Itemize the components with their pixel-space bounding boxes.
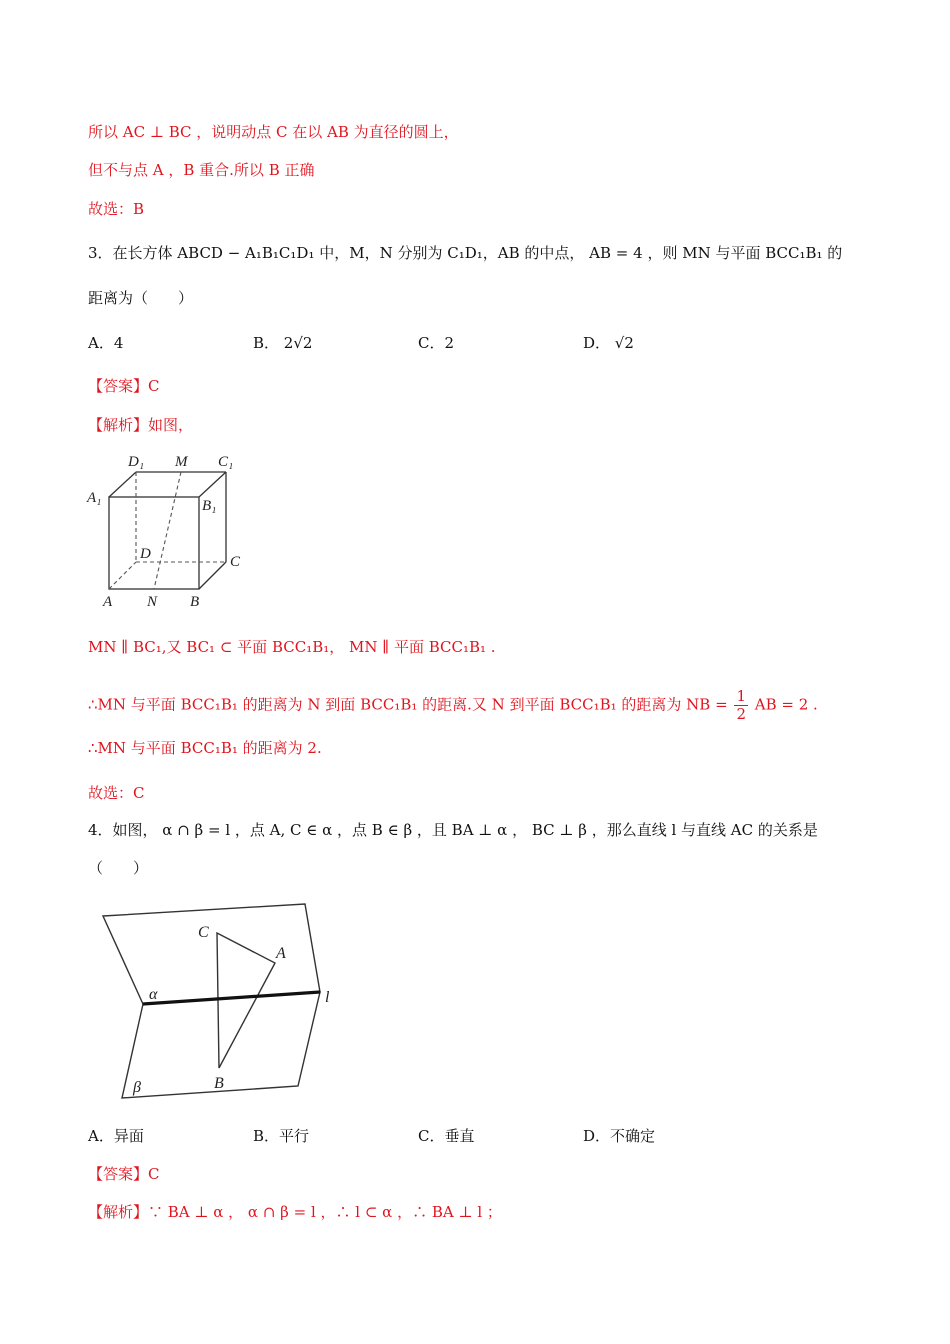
prev-line-1: 所以 AC ⊥ BC ，说明动点 C 在以 AB 为直径的圆上， bbox=[88, 123, 459, 141]
label-n: N bbox=[147, 594, 158, 610]
cuboid-figure bbox=[84, 450, 254, 615]
q3-answer: 【答案】C bbox=[88, 377, 160, 395]
q4-option-a: A．异面 bbox=[88, 1127, 144, 1145]
q4-stem-line-2: （ ） bbox=[88, 859, 149, 877]
planes-figure bbox=[95, 900, 355, 1105]
label-d1: D₁ bbox=[128, 454, 145, 470]
q3-option-b: B． 2√2 bbox=[253, 334, 313, 352]
q3-solution-line-1: MN ∥ BC₁,又 BC₁ ⊂ 平面 BCC₁B₁， MN ∥ 平面 BCC₁B₁ . bbox=[88, 638, 496, 656]
q3-stem-line-1: 3．在长方体 ABCD − A₁B₁C₁D₁ 中，M，N 分别为 C₁D₁，AB 的中点， AB = 4 ，则 MN 与平面 BCC₁B₁ 的 bbox=[88, 244, 843, 262]
label-a1: A₁ bbox=[87, 490, 102, 506]
label-c: C bbox=[230, 554, 241, 570]
q4-option-d: D．不确定 bbox=[583, 1127, 656, 1145]
fraction-numerator: 1 bbox=[736, 687, 746, 705]
line-l bbox=[143, 992, 320, 1004]
triangle-cab bbox=[217, 933, 275, 1068]
label-b: B bbox=[190, 594, 200, 610]
q3-solution-line-2 bbox=[88, 688, 818, 723]
fraction-one-half bbox=[734, 688, 748, 723]
label-c1: C₁ bbox=[218, 454, 234, 470]
q3-solution-line-3: ∴MN 与平面 BCC₁B₁ 的距离为 2. bbox=[88, 739, 322, 757]
q3-choice: 故选：C bbox=[88, 784, 145, 802]
label-a: A bbox=[276, 945, 286, 962]
label-l: l bbox=[325, 989, 330, 1006]
q3-option-d: D． √2 bbox=[583, 334, 634, 352]
cuboid-front-face bbox=[109, 497, 199, 589]
q4-stem-line-1: 4．如图， α ∩ β = l ，点 A, C ∈ α ，点 B ∈ β ，且 BA ⊥ α ， BC ⊥ β ，那么直线 l 与直线 AC 的关系是 bbox=[88, 821, 818, 839]
q3-solution-line-2-text: ∴MN 与平面 BCC₁B₁ 的距离为 N 到面 BCC₁B₁ 的距离.又 N 到平面 BCC₁B₁ 的距离为 NB = bbox=[88, 695, 728, 714]
label-beta: β bbox=[133, 1079, 141, 1096]
prev-line-2: 但不与点 A ，B 重合.所以 B 正确 bbox=[88, 161, 315, 179]
q3-analysis-head: 【解析】如图， bbox=[88, 416, 194, 434]
fraction-denominator: 2 bbox=[736, 705, 746, 723]
label-alpha: α bbox=[149, 986, 158, 1003]
label-c: C bbox=[198, 924, 209, 941]
q4-answer: 【答案】C bbox=[88, 1165, 160, 1183]
q4-analysis: 【解析】∵ BA ⊥ α ， α ∩ β = l ，∴ l ⊂ α ，∴ BA ⊥ l ； bbox=[88, 1203, 502, 1221]
q3-solution-line-2-tail: AB = 2 . bbox=[754, 695, 818, 714]
q3-stem-line-2: 距离为（ ） bbox=[88, 289, 194, 307]
label-b1: B₁ bbox=[202, 498, 217, 514]
q3-option-a: A．4 bbox=[88, 334, 124, 352]
prev-choice: 故选：B bbox=[88, 200, 145, 218]
label-m: M bbox=[175, 454, 188, 470]
segment-mn bbox=[154, 472, 181, 589]
label-b: B bbox=[214, 1075, 224, 1092]
label-d: D bbox=[140, 546, 151, 562]
q4-option-c: C．垂直 bbox=[418, 1127, 475, 1145]
plane-alpha bbox=[103, 904, 320, 1004]
label-a: A bbox=[103, 594, 113, 610]
q4-option-b: B．平行 bbox=[253, 1127, 310, 1145]
q3-option-c: C．2 bbox=[418, 334, 455, 352]
